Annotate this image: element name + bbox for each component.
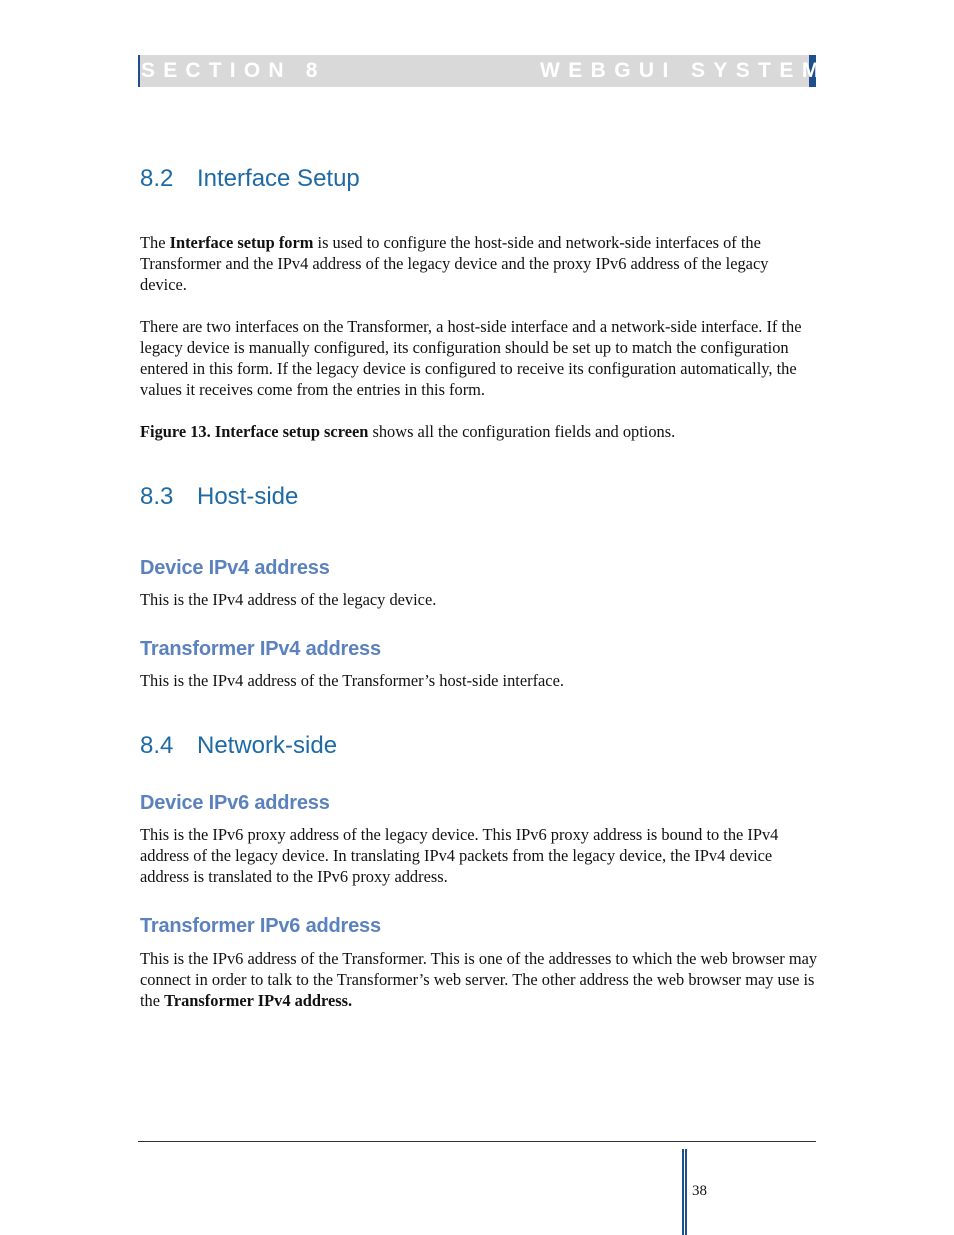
subheading-device-ipv6: Device IPv6 address bbox=[140, 792, 330, 814]
bold-term: Transformer IPv4 address. bbox=[164, 991, 353, 1010]
paragraph-figure-reference bbox=[140, 421, 818, 442]
page-number: 38 bbox=[692, 1183, 707, 1199]
header-section-label: SECTION 8 bbox=[141, 59, 326, 82]
heading-8-3-number: 8.3 bbox=[140, 483, 174, 510]
heading-8-2-title: Interface Setup bbox=[197, 165, 360, 192]
heading-8-3-title: Host-side bbox=[197, 483, 299, 510]
heading-8-2 bbox=[140, 165, 360, 193]
paragraph-transformer-ipv4: This is the IPv4 address of the Transformer’s host-side interface. bbox=[140, 671, 564, 690]
subheading-transformer-ipv6: Transformer IPv6 address bbox=[140, 915, 381, 937]
heading-8-4-number: 8.4 bbox=[140, 732, 174, 759]
page-number-rule-left bbox=[682, 1149, 684, 1235]
text-run: is used to configure the host-side and network-side interfaces of the Transformer and the IPv4 address of the legacy device and the proxy IPv6 address of the legacy device. bbox=[140, 233, 769, 294]
text-run: shows all the configuration fields and options. bbox=[368, 422, 676, 441]
paragraph-device-ipv4: This is the IPv4 address of the legacy device. bbox=[140, 590, 437, 609]
text-run: This is the IPv6 address of the Transformer. This is one of the addresses to which the web browser may connect in order to talk to the Transformer’s web server. The other address the web browser may use is the bbox=[140, 949, 818, 1010]
header-chapter-label: WEBGUI SYSTEM bbox=[540, 59, 828, 82]
paragraph-device-ipv6: This is the IPv6 proxy address of the legacy device. This IPv6 proxy address is bound to the IPv4 address of the legacy device. In translating IPv4 packets from the legacy device, the IPv4 device address is translated to the IPv6 proxy address. bbox=[140, 825, 779, 886]
footer-rule bbox=[138, 1141, 816, 1142]
heading-8-4-title: Network-side bbox=[197, 732, 338, 759]
heading-8-3 bbox=[140, 483, 298, 511]
header-left-rule bbox=[138, 55, 140, 87]
subheading-device-ipv4: Device IPv4 address bbox=[140, 557, 330, 579]
subheading-transformer-ipv4: Transformer IPv4 address bbox=[140, 638, 381, 660]
text-run: The bbox=[140, 233, 170, 252]
figure-reference: Figure 13. Interface setup screen bbox=[140, 422, 369, 441]
heading-8-4 bbox=[140, 732, 337, 760]
paragraph-transformer-ipv6 bbox=[140, 948, 818, 1011]
heading-8-2-number: 8.2 bbox=[140, 165, 174, 192]
page-number-rule-right bbox=[685, 1149, 687, 1235]
bold-term: Interface setup form bbox=[169, 233, 314, 252]
paragraph-interface-setup-intro bbox=[140, 232, 818, 295]
paragraph-two-interfaces: There are two interfaces on the Transformer, a host-side interface and a network-side interface. If the legacy device is manually configured, its configuration should be set up to match the configuration entered in this form. If the legacy device is configured to receive its configuration automatically, the values it receives come from the entries in this form. bbox=[140, 317, 802, 399]
